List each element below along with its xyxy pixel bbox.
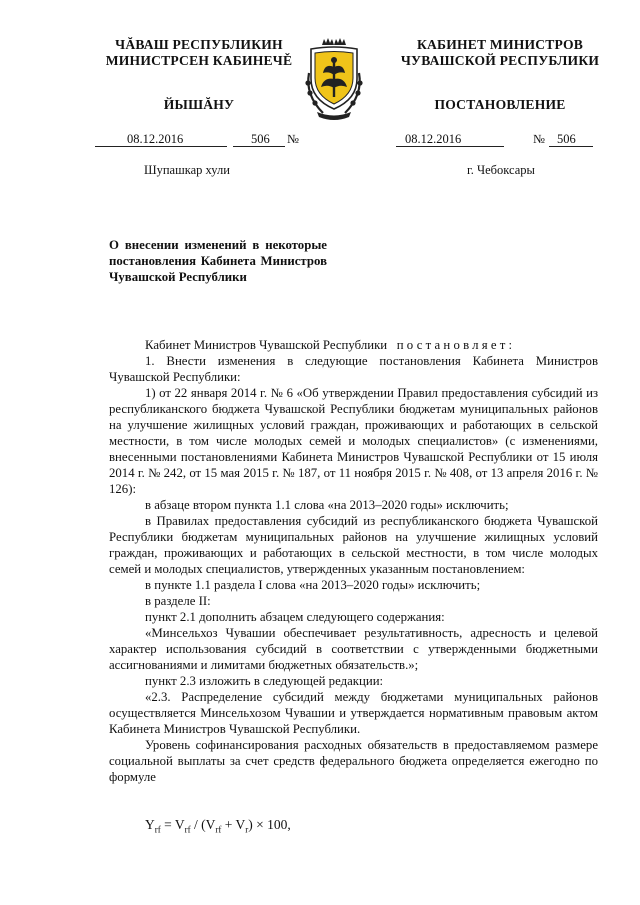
body-paragraph-8: «Минсельхоз Чувашии обеспечивает результативность, адресность и целевой характер использования субсидий в соответствии с утвержденными бюджетными ассигнованиями и лимитами бюджетных обязательств.»;: [109, 626, 598, 672]
right-org-name: [380, 37, 620, 69]
body-paragraph-1: 1. Внести изменения в следующие постановления Кабинета Министров Чувашской Республики:: [109, 354, 598, 384]
right-doc-type: ПОСТАНОВЛЕНИЕ: [434, 97, 566, 112]
right-org-line-1: КАБИНЕТ МИНИСТРОВ: [416, 37, 584, 52]
emblem: [303, 33, 365, 123]
left-org-line-1: ЧĂВАШ РЕСПУБЛИКИН: [115, 37, 283, 52]
body-paragraph-5: в пункте 1.1 раздела I слова «на 2013–2020 годы» исключить;: [145, 578, 481, 592]
formula: [145, 817, 291, 835]
formula-mid: / (V: [190, 817, 216, 832]
left-date: 08.12.2016: [127, 132, 184, 146]
left-org-name: [94, 37, 304, 69]
right-city: г. Чебоксары: [467, 163, 535, 177]
body-paragraph-11: Уровень софинансирования расходных обязательств в предоставляемом размере социальной выплаты за счет средств федерального бюджета определяется ежегодно по формуле: [109, 738, 598, 784]
formula-v3-sub: r: [245, 824, 249, 835]
formula-v1-sub: rf: [184, 824, 191, 835]
formula-eq: = V: [160, 817, 185, 832]
document-subject: О внесении изменений в некоторые постановления Кабинета Министров Чувашской Республики: [109, 238, 327, 284]
body-paragraph-2: 1) от 22 января 2014 г. № 6 «Об утверждении Правил предоставления субсидий из республиканского бюджета Чувашской Республики бюджетам муниципальных районов на улучшение жилищных условий граждан, проживающих и работающих в сельской местности, в том числе молодых семей и молодых специалистов» (с изменениями, внесенными постановлениями Кабинета Министров Чувашской Республики от 15 июля 2014 г. № 242, от 15 мая 2015 г. № 187, от 11 ноября 2015 г. № 408, от 13 апреля 2016 г. № 126):: [109, 386, 598, 496]
formula-tail: ) × 100,: [248, 817, 291, 832]
document-body: [109, 337, 598, 785]
left-number: 506: [251, 132, 270, 146]
left-org-line-2: МИНИСТРСЕН КАБИНЕЧĚ: [105, 53, 293, 68]
formula-lhs-sub: rf: [154, 824, 161, 835]
body-paragraph-3: в абзаце втором пункта 1.1 слова «на 2013–2020 годы» исключить;: [145, 498, 509, 512]
right-number-sign: №: [533, 132, 545, 146]
body-paragraph-9: пункт 2.3 изложить в следующей редакции:: [145, 674, 384, 688]
formula-plus: + V: [221, 817, 246, 832]
coat-of-arms-icon: [303, 33, 365, 123]
right-number: 506: [557, 132, 576, 146]
body-paragraph-10: «2.3. Распределение субсидий между бюджетами муниципальных районов осуществляется Минсельхозом Чувашии и утверждается нормативным правовым актом Кабинета Министров Чувашской Республики.: [109, 690, 598, 736]
left-number-sign: №: [287, 132, 299, 146]
formula-lhs: Y: [145, 817, 155, 832]
right-date: 08.12.2016: [405, 132, 462, 146]
body-paragraph-4: в Правилах предоставления субсидий из республиканского бюджета Чувашской Республики бюджетам муниципальных районов на улучшение жилищных условий граждан, проживающих и работающих в сельской местности, в том числе молодых семей и молодых специалистов, утвержденных указанным постановлением:: [109, 514, 598, 576]
intro-text: Кабинет Министров Чувашской Республики: [145, 338, 388, 352]
body-paragraph-6: в разделе II:: [145, 594, 211, 608]
intro-paragraph: [109, 337, 598, 353]
left-city: Шупашкар хули: [144, 163, 230, 177]
body-paragraph-7: пункт 2.1 дополнить абзацем следующего содержания:: [145, 610, 445, 624]
left-doc-type: ЙЫШĂНУ: [163, 97, 235, 112]
formula-v2-sub: rf: [215, 824, 222, 835]
intro-verb: постановляет:: [396, 338, 516, 352]
right-org-line-2: ЧУВАШСКОЙ РЕСПУБЛИКИ: [400, 53, 600, 68]
